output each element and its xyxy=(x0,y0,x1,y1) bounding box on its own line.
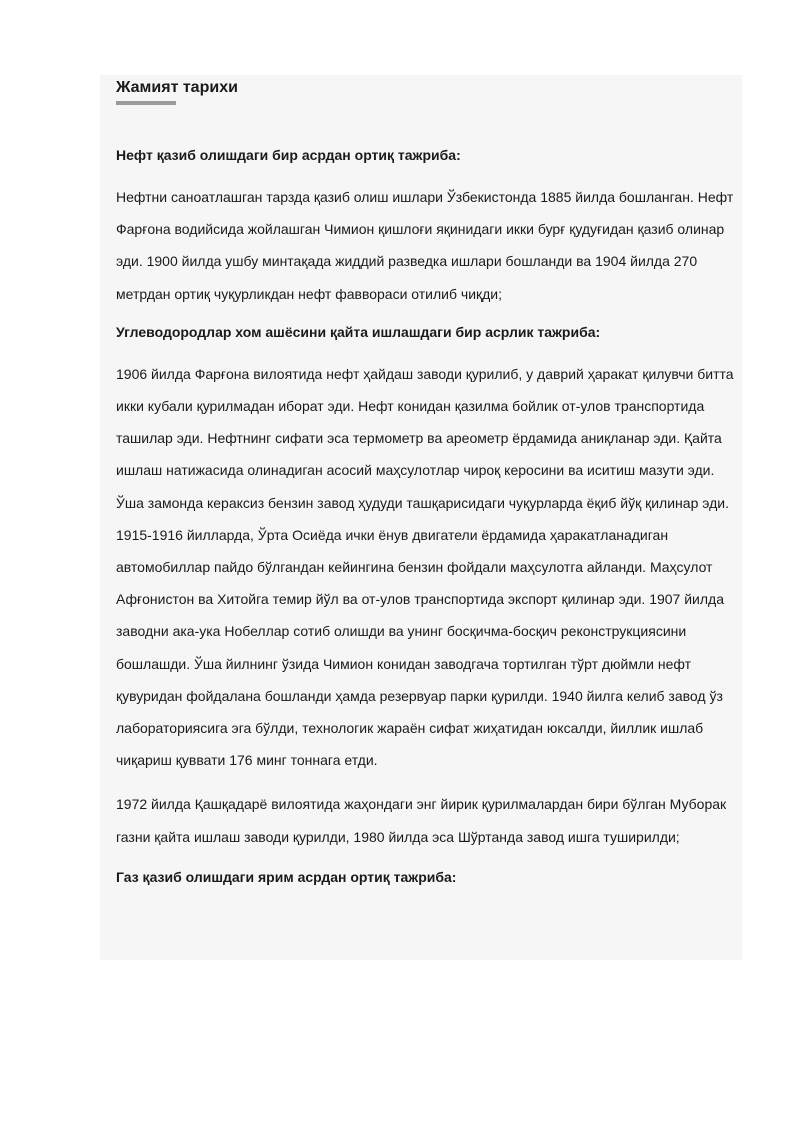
paragraph-gas-plants: 1972 йилда Қашқадарё вилоятида жаҳондаги энг йирик қурилмалардан бири бўлган Муборак газни қайта ишлаш заводи қурилди, 1980 йилда эса Шўртанда завод ишга туширилди; xyxy=(116,796,727,845)
section-heading-gas-extraction: Газ қазиб олишдаги ярим асрдан ортиқ тажриба: xyxy=(116,868,457,885)
paragraph-refinery-history: 1906 йилда Фарғона вилоятида нефт ҳайдаш заводи қурилиб, у даврий ҳаракат қилувчи битта икки кубали қурилмадан иборат эди. Нефт конидан қазилма бойлик от-улов транспортида ташилар эди. Нефтнинг сифати эса термометр ва ареометр ёрдамида аниқланар эди. Қайта ишлаш натижасида олинадиган асосий маҳсулотлар чироқ керосини ва иситиш мазути эди. Ўша замонда кераксиз бензин завод ҳудуди ташқарисидаги чуқурларда ёқиб йўқ қилинар эди. 1915-1916 йилларда, Ўрта Осиёда ички ёнув двигатели ёрдамида ҳаракатланадиган автомобиллар пайдо бўлгандан кейингина бензин фойдали маҳсулотга айланди. Маҳсулот Афғонистон ва Хитойга темир йўл ва от-улов транспортида экспорт қилинар эди. 1907 йилда заводни ака-ука Нобеллар сотиб олишди ва унинг босқичма-босқич реконструкциясини бошлашди. Ўша йилнинг ўзида Чимион конидан заводгача тортилган тўрт дюймли нефт қувуридан фойдалана бошланди ҳамда резервуар парки қурилди. 1940 йилга келиб завод ўз лабораториясига эга бўлди, технологик жараён сифат жиҳатидан юксалди, йиллик ишлаб чиқариш қуввати 176 минг тоннага етди. xyxy=(116,365,734,769)
page-title: Жамият тарихи xyxy=(116,79,238,96)
document-body xyxy=(116,76,736,887)
title-underline xyxy=(116,101,176,105)
section-heading-hydrocarbon-processing: Углеводородлар хом ашёсини қайта ишлашдаги бир асрлик тажриба: xyxy=(116,323,601,340)
section-heading-oil-extraction: Нефт қазиб олишдаги бир асрдан ортиқ тажриба: xyxy=(116,147,461,163)
paragraph-oil-extraction: Нефтни саноатлашган тарзда қазиб олиш ишлари Ўзбекистонда 1885 йилда бошланган. Нефт Фарғона водийсида жойлашган Чимион қишлоғи яқинидаги икки бурғ қудуғидан қазиб олинар эди. 1900 йилда ушбу минтақада жиддий разведка ишлари бошланди ва 1904 йилда 270 метрдан ортиқ чуқурликдан нефт фаввораси отилиб чиқди; xyxy=(116,189,734,302)
